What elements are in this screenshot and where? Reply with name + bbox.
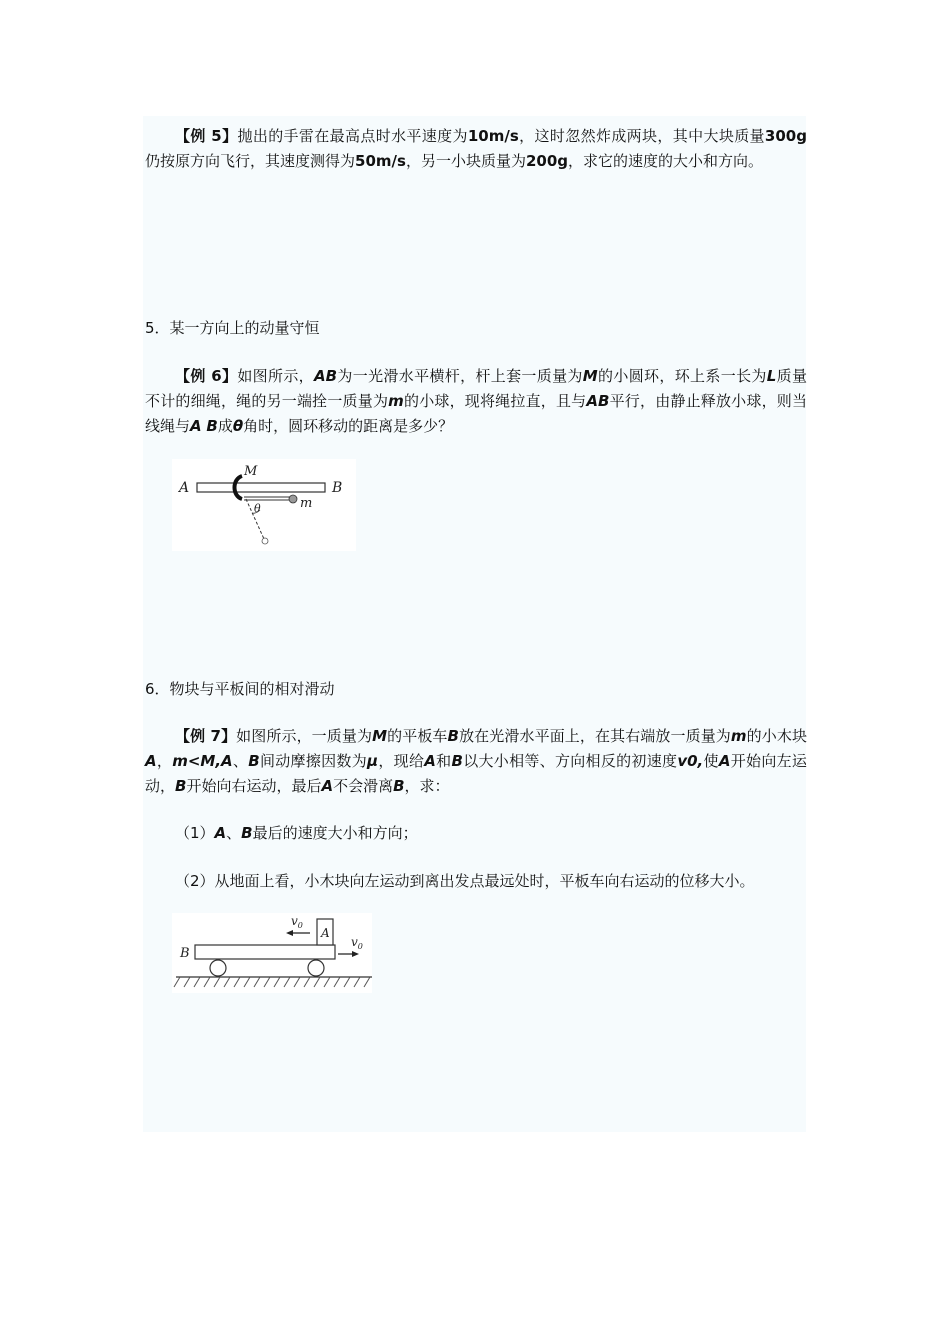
example-7-tag: 【例 7】 <box>175 727 237 745</box>
text: 抛出的手雷在最高点时水平速度为 <box>237 127 468 145</box>
value: 300g <box>764 127 807 145</box>
example-5 <box>145 124 807 174</box>
section-5-heading: 5．某一方向上的动量守恒 <box>145 319 320 337</box>
symbol: B <box>447 727 459 745</box>
text: 如图所示，一质量为 <box>236 727 373 745</box>
text: 成 <box>217 417 233 435</box>
symbol: A <box>214 824 227 842</box>
text: 和 <box>435 752 452 770</box>
arrow-right-head <box>352 951 359 957</box>
v-symbol: v <box>351 935 358 949</box>
text: 不会滑离 <box>333 777 394 795</box>
symbol: M <box>372 727 388 745</box>
label-a: A <box>179 480 190 496</box>
symbol: m <box>388 392 404 410</box>
symbol: A <box>718 752 731 770</box>
figure-ring-on-rod <box>172 459 356 551</box>
ball-swung <box>262 538 268 544</box>
text: ，这时忽然炸成两块，其中大块质量 <box>518 127 765 145</box>
symbol: L <box>766 367 777 385</box>
text: 开始向右运动，最后 <box>186 777 322 795</box>
text: 以大小相等、方向相反的初速度 <box>462 752 678 770</box>
example-6 <box>145 364 807 439</box>
symbol: B <box>248 752 260 770</box>
question-number: （1） <box>175 824 215 842</box>
v-subscript: 0 <box>297 921 303 930</box>
symbol: A <box>145 752 157 770</box>
symbol: B <box>206 417 218 435</box>
example-6-tag: 【例 6】 <box>175 367 238 385</box>
label-v0-left <box>291 914 303 930</box>
label-a: A <box>321 926 330 940</box>
text: 仍按原方向飞行，其速度测得为 <box>145 152 356 170</box>
text: 的小圆环，环上系一长为 <box>597 367 767 385</box>
ring-rod-diagram <box>172 459 356 551</box>
cart-wheel-right <box>308 960 324 976</box>
value: 10m/s <box>467 127 519 145</box>
text: 最后的速度大小和方向； <box>252 824 418 842</box>
text: 平行，由静止释放小球，则当线绳与 <box>145 392 807 435</box>
symbol: B <box>175 777 187 795</box>
text: ，求： <box>404 777 450 795</box>
symbol: m <box>730 727 747 745</box>
symbol: A <box>321 777 334 795</box>
text: 开始向左运动， <box>145 752 807 795</box>
cart-wheel-left <box>210 960 226 976</box>
section-6-heading: 6．物块与平板间的相对滑动 <box>145 680 335 698</box>
symbol: θ <box>232 417 244 435</box>
text: 为一光滑水平横杆，杆上套一质量为 <box>337 367 583 385</box>
text: ，求它的速度的大小和方向。 <box>568 152 764 170</box>
question-1 <box>145 821 807 846</box>
symbol: AB <box>586 392 610 410</box>
text: 的平板车 <box>387 727 448 745</box>
v-subscript: 0 <box>357 942 363 951</box>
figure-block-on-cart <box>172 913 372 993</box>
label-v0-right <box>351 935 363 951</box>
text: 质量不计的细绳，绳的另一端拴一质量为 <box>145 367 807 410</box>
text: 从地面上看，小木块向左运动到离出发点最远处时，平板车向右运动的位移大小。 <box>214 872 755 890</box>
arrow-left-head <box>286 930 293 936</box>
text: ， <box>156 752 173 770</box>
question-number: （2） <box>175 872 215 890</box>
text: 、 <box>232 752 249 770</box>
v-symbol: v <box>291 914 298 928</box>
text: 放在光滑水平面上，在其右端放一质量为 <box>458 727 731 745</box>
symbol: B <box>451 752 463 770</box>
ball-horizontal <box>289 495 297 503</box>
text: ，另一小块质量为 <box>405 152 526 170</box>
symbol: B <box>241 824 253 842</box>
horizontal-rod <box>197 483 325 492</box>
symbol: AB <box>314 367 338 385</box>
label-b: B <box>332 480 343 496</box>
label-b: B <box>180 946 190 961</box>
text: 的小木块 <box>746 727 807 745</box>
symbol: μ <box>367 752 379 770</box>
symbol: m<M,A <box>172 752 233 770</box>
cart-diagram <box>172 913 372 993</box>
value: 50m/s <box>355 152 406 170</box>
value: 200g <box>525 152 569 170</box>
text: 角时，圆环移动的距离是多少？ <box>243 417 454 435</box>
symbol: A <box>190 417 202 435</box>
symbol: M <box>582 367 598 385</box>
text: 、 <box>226 824 242 842</box>
text: 使 <box>703 752 719 770</box>
cart-board <box>195 945 335 959</box>
label-theta: θ <box>254 502 261 515</box>
text: 的小球，现将绳拉直，且与 <box>403 392 587 410</box>
symbol: B <box>393 777 405 795</box>
example-7 <box>145 724 807 799</box>
question-2 <box>145 869 807 894</box>
ground-hatching <box>174 977 370 987</box>
text: ，现给 <box>378 752 425 770</box>
example-5-tag: 【例 5】 <box>175 127 238 145</box>
text: 间动摩擦因数为 <box>259 752 368 770</box>
symbol: A <box>424 752 436 770</box>
symbol: v0, <box>677 752 704 770</box>
label-m-ring: M <box>244 464 258 479</box>
text: 如图所示， <box>237 367 315 385</box>
label-m-ball: m <box>300 496 313 511</box>
